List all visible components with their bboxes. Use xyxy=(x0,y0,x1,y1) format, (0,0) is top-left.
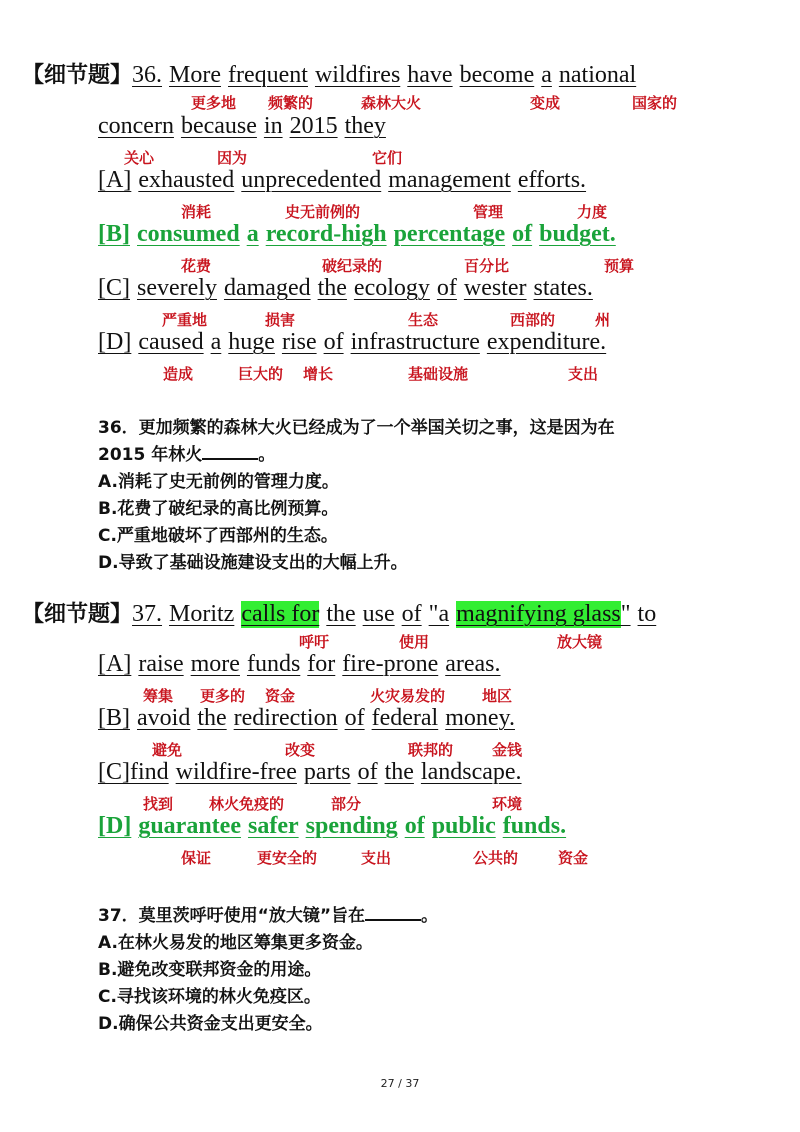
word: management xyxy=(388,167,511,193)
option-letter: [A] xyxy=(98,167,132,193)
word: redirection xyxy=(233,705,338,731)
q36-cn-option-c: C.严重地破坏了西部州的生态。 xyxy=(98,526,338,546)
gloss: 严重地 xyxy=(162,311,208,329)
word: they xyxy=(344,113,386,139)
word: of xyxy=(401,601,422,627)
gloss: 西部的 xyxy=(510,311,556,329)
gloss: 管理 xyxy=(473,203,504,221)
q36-cn-option-d: D.导致了基础设施建设支出的大幅上升。 xyxy=(98,553,408,573)
word: guarantee xyxy=(138,813,241,839)
total-pages: 37 xyxy=(405,1077,420,1090)
word: the xyxy=(197,705,227,731)
highlighted-phrase: magnifying glass xyxy=(456,601,621,627)
gloss: 避免 xyxy=(152,741,183,759)
gloss: 巨大的 xyxy=(238,365,284,383)
gloss: 基础设施 xyxy=(408,365,469,383)
gloss: 消耗 xyxy=(181,203,212,221)
gloss: 史无前例的 xyxy=(285,203,361,221)
gloss: 金钱 xyxy=(492,741,523,759)
word: budget. xyxy=(539,221,616,247)
gloss: 频繁的 xyxy=(268,94,314,112)
word: for xyxy=(307,651,336,677)
gloss: 地区 xyxy=(482,687,513,705)
gloss: 公共的 xyxy=(473,849,519,867)
word: "a xyxy=(428,601,450,627)
gloss: 火灾易发的 xyxy=(370,687,446,705)
gloss: 资金 xyxy=(558,849,589,867)
gloss: 放大镜 xyxy=(557,633,603,651)
gloss: 资金 xyxy=(265,687,296,705)
gloss: 损害 xyxy=(265,311,296,329)
word: in xyxy=(263,113,283,139)
word: states. xyxy=(533,275,593,301)
word: concern xyxy=(98,113,174,139)
word: 36. xyxy=(132,62,163,88)
gloss: 百分比 xyxy=(464,257,510,275)
q37-stem xyxy=(22,597,656,628)
gloss: 国家的 xyxy=(632,94,678,112)
gloss: 造成 xyxy=(163,365,194,383)
question-type-tag: 【细节题】 xyxy=(22,63,133,88)
q37-cn-option-d: D.确保公共资金支出更安全。 xyxy=(98,1014,323,1034)
word: have xyxy=(407,62,453,88)
option-letter: [D] xyxy=(98,813,132,839)
page-separator: / xyxy=(398,1077,402,1090)
word: a xyxy=(246,221,259,247)
word: landscape. xyxy=(420,759,522,785)
word: damaged xyxy=(223,275,311,301)
word: record-high xyxy=(265,221,387,247)
word: 2015 xyxy=(289,113,338,139)
gloss: 更多地 xyxy=(191,94,237,112)
word: exhausted xyxy=(138,167,235,193)
q36-option-b-correct xyxy=(98,221,616,248)
word: infrastructure xyxy=(350,329,480,355)
word: ecology xyxy=(353,275,430,301)
word: national xyxy=(558,62,637,88)
word: parts xyxy=(303,759,351,785)
word: " xyxy=(620,601,631,627)
q37-cn-stem xyxy=(98,901,438,926)
word: fire-prone xyxy=(342,651,439,677)
word: wildfire-free xyxy=(175,759,297,785)
q36-option-a xyxy=(98,167,586,194)
word: huge xyxy=(228,329,275,355)
gloss: 改变 xyxy=(285,741,316,759)
gloss: 因为 xyxy=(217,149,248,167)
word: a xyxy=(210,329,222,355)
word: more xyxy=(190,651,240,677)
word: areas. xyxy=(445,651,501,677)
answer-blank xyxy=(365,901,421,921)
gloss: 支出 xyxy=(568,365,599,383)
q37-option-b xyxy=(98,705,515,732)
gloss: 筹集 xyxy=(143,687,174,705)
cn-text: 。 xyxy=(421,906,439,926)
word: of xyxy=(357,759,378,785)
q37-option-a xyxy=(98,651,501,678)
page-number xyxy=(0,1077,800,1090)
word: 37. xyxy=(132,601,163,627)
gloss: 保证 xyxy=(181,849,212,867)
gloss: 呼吁 xyxy=(299,633,330,651)
word: use xyxy=(362,601,395,627)
word: funds xyxy=(246,651,301,677)
word: unprecedented xyxy=(241,167,382,193)
gloss: 部分 xyxy=(331,795,362,813)
gloss: 林火免疫的 xyxy=(209,795,285,813)
gloss: 破纪录的 xyxy=(322,257,383,275)
q36-cn-option-a: A.消耗了史无前例的管理力度。 xyxy=(98,472,339,492)
word: raise xyxy=(138,651,184,677)
option-letter: [B] xyxy=(98,705,130,731)
word: of xyxy=(404,813,425,839)
q36-cn-stem-line2 xyxy=(98,440,275,465)
q36-option-d xyxy=(98,329,606,356)
q37-cn-option-c: C.寻找该环境的林火免疫区。 xyxy=(98,987,321,1007)
option-letter: [D] xyxy=(98,329,132,355)
q37-option-d-correct xyxy=(98,813,566,840)
cn-text: 2015 年林火 xyxy=(98,445,203,465)
gloss: 预算 xyxy=(604,257,635,275)
word: Moritz xyxy=(169,601,235,627)
word: of xyxy=(344,705,365,731)
q36-cn-stem-line1: 36．更加频繁的森林大火已经成为了一个举国关切之事，这是因为在 xyxy=(98,418,615,438)
word: avoid xyxy=(137,705,191,731)
option-letter: [B] xyxy=(98,221,130,247)
word: severely xyxy=(137,275,217,301)
cn-text: 。 xyxy=(258,445,276,465)
gloss: 关心 xyxy=(124,149,155,167)
q36-stem-line1 xyxy=(22,58,636,89)
gloss: 环境 xyxy=(492,795,523,813)
gloss: 力度 xyxy=(577,203,608,221)
q37-cn-option-a: A.在林火易发的地区筹集更多资金。 xyxy=(98,933,373,953)
option-letter: [C] xyxy=(98,275,130,301)
word: the xyxy=(384,759,414,785)
word: money. xyxy=(445,705,515,731)
word: spending xyxy=(305,813,398,839)
q36-stem-line2 xyxy=(98,113,386,140)
word: rise xyxy=(281,329,317,355)
gloss: 支出 xyxy=(361,849,392,867)
word: caused xyxy=(138,329,204,355)
word: of xyxy=(436,275,457,301)
word: wildfires xyxy=(314,62,401,88)
gloss: 变成 xyxy=(530,94,561,112)
highlighted-phrase: calls for xyxy=(241,601,320,627)
word: the xyxy=(326,601,356,627)
current-page: 27 xyxy=(380,1077,395,1090)
gloss: 联邦的 xyxy=(408,741,454,759)
word: consumed xyxy=(137,221,240,247)
gloss: 花费 xyxy=(181,257,212,275)
gloss: 使用 xyxy=(399,633,430,651)
word: wester xyxy=(463,275,527,301)
q37-option-c xyxy=(98,759,522,786)
cn-text: 37．莫里茨呼吁使用“放大镜”旨在 xyxy=(98,906,366,926)
option-letter: [A] xyxy=(98,651,132,677)
word: the xyxy=(317,275,347,301)
gloss: 更多的 xyxy=(200,687,246,705)
word: of xyxy=(512,221,533,247)
gloss: 更安全的 xyxy=(257,849,318,867)
gloss: 生态 xyxy=(408,311,439,329)
gloss: 它们 xyxy=(372,149,403,167)
question-type-tag: 【细节题】 xyxy=(22,602,133,627)
gloss: 增长 xyxy=(303,365,334,383)
word: frequent xyxy=(228,62,308,88)
word: percentage xyxy=(393,221,506,247)
q36-option-c xyxy=(98,275,593,302)
word: More xyxy=(169,62,221,88)
word: efforts. xyxy=(517,167,587,193)
word: because xyxy=(180,113,257,139)
option-letter: [C]find xyxy=(98,759,169,785)
q36-cn-option-b: B.花费了破纪录的高比例预算。 xyxy=(98,499,339,519)
word: funds. xyxy=(502,813,567,839)
gloss: 州 xyxy=(595,311,611,329)
word: federal xyxy=(371,705,439,731)
word: become xyxy=(459,62,535,88)
word: of xyxy=(323,329,344,355)
q37-cn-option-b: B.避免改变联邦资金的用途。 xyxy=(98,960,322,980)
gloss: 找到 xyxy=(143,795,174,813)
word: expenditure. xyxy=(486,329,607,355)
answer-blank xyxy=(202,440,258,460)
word: a xyxy=(541,62,552,88)
word: to xyxy=(637,601,657,627)
gloss: 森林大火 xyxy=(361,94,422,112)
word: safer xyxy=(247,813,299,839)
word: public xyxy=(431,813,496,839)
